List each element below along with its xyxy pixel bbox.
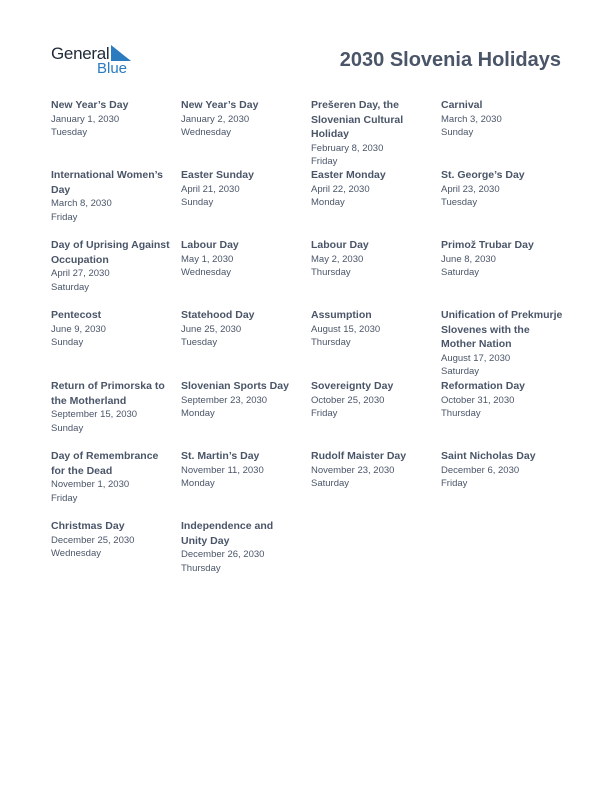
holiday-weekday: Friday xyxy=(441,478,468,489)
holiday-item xyxy=(311,308,431,350)
holiday-weekday: Thursday xyxy=(441,408,481,419)
holiday-date: September 23, 2030 xyxy=(181,394,268,406)
holiday-item xyxy=(181,98,301,140)
holiday-item xyxy=(181,168,301,210)
holiday-weekday: Monday xyxy=(311,197,345,208)
holiday-item xyxy=(51,449,171,505)
holiday-date: June 25, 2030 xyxy=(181,323,242,335)
holiday-name: Easter Sunday xyxy=(181,169,254,181)
logo-word-general: General xyxy=(51,44,110,63)
holiday-date: April 21, 2030 xyxy=(181,183,240,195)
holiday-item xyxy=(181,308,301,350)
holiday-weekday: Saturday xyxy=(311,478,350,489)
holiday-name: Day of Uprising Against Occupation xyxy=(51,239,170,266)
holiday-name: Labour Day xyxy=(181,239,239,251)
holiday-name: Saint Nicholas Day xyxy=(441,450,536,462)
holiday-name: New Year’s Day xyxy=(51,99,129,111)
holiday-date: January 2, 2030 xyxy=(181,113,250,125)
holiday-name: Assumption xyxy=(311,309,372,321)
holiday-item xyxy=(51,238,171,294)
holiday-date: April 23, 2030 xyxy=(441,183,500,195)
holiday-name: Pentecost xyxy=(51,309,102,321)
holiday-item xyxy=(311,168,431,210)
holiday-weekday: Thursday xyxy=(311,267,351,278)
generalblue-logo xyxy=(51,44,133,78)
holiday-weekday: Sunday xyxy=(181,197,214,208)
holiday-item xyxy=(441,379,563,421)
holiday-weekday: Sunday xyxy=(51,422,84,434)
holiday-item xyxy=(441,168,563,210)
logo-triangle-icon xyxy=(111,45,131,61)
holiday-date: March 3, 2030 xyxy=(441,113,502,125)
holiday-name: International Women’s Day xyxy=(51,169,164,196)
holiday-weekday: Wednesday xyxy=(181,267,231,278)
holiday-weekday: Friday xyxy=(311,156,338,167)
holiday-weekday: Tuesday xyxy=(51,127,88,138)
holiday-item xyxy=(441,238,563,280)
holiday-item xyxy=(181,519,301,575)
holiday-weekday: Saturday xyxy=(441,267,480,278)
holiday-item xyxy=(441,308,563,379)
holiday-name: St. George’s Day xyxy=(441,169,525,181)
holiday-name: New Year’s Day xyxy=(181,99,259,111)
holiday-date: December 6, 2030 xyxy=(441,464,520,476)
holiday-item xyxy=(311,238,431,280)
holiday-name: Primož Trubar Day xyxy=(441,239,534,251)
holiday-date: October 25, 2030 xyxy=(311,394,385,406)
holiday-item xyxy=(441,449,563,491)
holiday-weekday: Sunday xyxy=(51,337,84,348)
holiday-name: St. Martin’s Day xyxy=(181,450,260,462)
holiday-weekday: Friday xyxy=(311,408,338,419)
logo-word-blue: Blue xyxy=(97,60,128,77)
holiday-weekday: Tuesday xyxy=(181,337,218,348)
holiday-item xyxy=(51,308,171,350)
holiday-item xyxy=(181,238,301,280)
holiday-date: April 27, 2030 xyxy=(51,268,110,279)
holiday-weekday: Saturday xyxy=(441,366,480,377)
holiday-item xyxy=(311,98,431,169)
holiday-weekday: Saturday xyxy=(51,281,90,293)
holiday-item xyxy=(51,168,171,224)
holiday-date: November 23, 2030 xyxy=(311,464,395,476)
holiday-weekday: Sunday xyxy=(441,127,474,138)
holiday-name: Prešeren Day, the Slovenian Cultural Holiday xyxy=(311,99,404,140)
holiday-item xyxy=(51,519,171,561)
holiday-item xyxy=(181,449,301,491)
holiday-date: June 8, 2030 xyxy=(441,253,496,265)
holiday-date: November 11, 2030 xyxy=(181,464,264,476)
holiday-date: October 31, 2030 xyxy=(441,394,515,406)
holiday-weekday: Monday xyxy=(181,478,215,489)
holiday-item xyxy=(181,379,301,421)
holiday-name: Return of Primorska to the Motherland xyxy=(51,380,165,407)
holiday-date: June 9, 2030 xyxy=(51,323,106,335)
holiday-weekday: Friday xyxy=(51,211,78,223)
holiday-name: Independence and Unity Day xyxy=(181,520,274,547)
holiday-date: December 25, 2030 xyxy=(51,534,135,546)
holiday-name: Day of Remembrance for the Dead xyxy=(51,450,159,477)
holiday-name: Carnival xyxy=(441,99,483,111)
holiday-item xyxy=(441,98,563,140)
holiday-date: November 1, 2030 xyxy=(51,479,130,490)
holiday-item xyxy=(51,379,171,435)
holiday-name: Sovereignty Day xyxy=(311,380,394,392)
holiday-date: May 1, 2030 xyxy=(181,253,234,265)
holiday-name: Christmas Day xyxy=(51,520,125,532)
holiday-weekday: Thursday xyxy=(311,337,351,348)
holiday-name: Slovenian Sports Day xyxy=(181,380,289,392)
holiday-date: May 2, 2030 xyxy=(311,253,364,265)
holiday-weekday: Wednesday xyxy=(181,127,231,138)
holiday-item xyxy=(51,98,171,140)
holiday-name: Reformation Day xyxy=(441,380,526,392)
holiday-date: August 17, 2030 xyxy=(441,352,511,364)
holiday-weekday: Tuesday xyxy=(441,197,478,208)
holiday-name: Unification of Prekmurje Slovenes with the Mother Nation xyxy=(441,309,563,350)
holiday-date: August 15, 2030 xyxy=(311,323,381,335)
holiday-weekday: Wednesday xyxy=(51,548,101,559)
holiday-date: April 22, 2030 xyxy=(311,183,370,195)
holiday-date: December 26, 2030 xyxy=(181,549,265,560)
holiday-date: March 8, 2030 xyxy=(51,198,112,209)
holiday-weekday: Friday xyxy=(51,492,78,504)
holiday-name: Rudolf Maister Day xyxy=(311,450,407,462)
holiday-weekday: Monday xyxy=(181,408,215,419)
holiday-weekday: Thursday xyxy=(181,562,221,574)
holiday-name: Easter Monday xyxy=(311,169,386,181)
holiday-date: February 8, 2030 xyxy=(311,142,384,154)
holiday-item xyxy=(311,379,431,421)
holiday-item xyxy=(311,449,431,491)
page-title: 2030 Slovenia Holidays xyxy=(339,49,561,71)
holiday-name: Statehood Day xyxy=(181,309,255,321)
holiday-name: Labour Day xyxy=(311,239,369,251)
holiday-date: January 1, 2030 xyxy=(51,113,120,125)
holiday-date: September 15, 2030 xyxy=(51,409,138,420)
